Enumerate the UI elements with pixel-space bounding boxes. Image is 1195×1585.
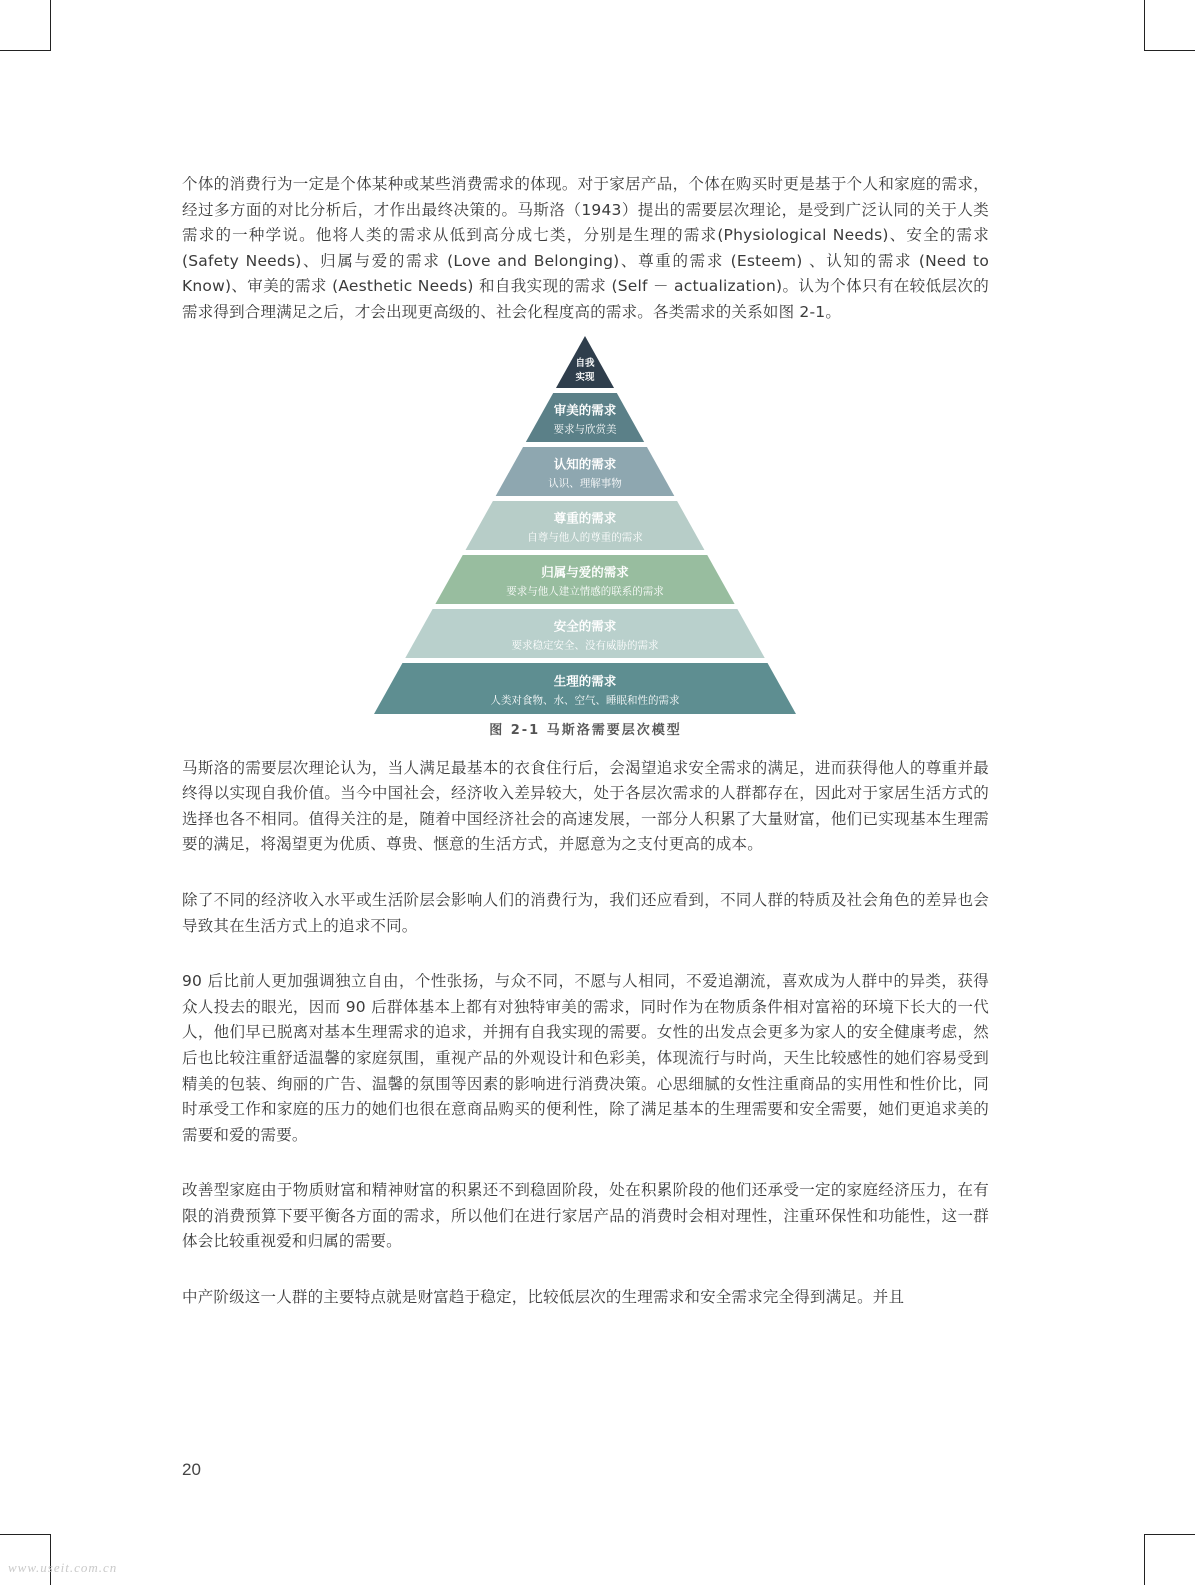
body-paragraph-3: 90 后比前人更加强调独立自由，个性张扬，与众不同，不愿与人相同，不爱追潮流，喜欢成为人群中的异类，获得众人投去的眼光，因而 90 后群体基本上都有对独特审美的需求，同时作为在物质条件相对富裕的环境下长大的一代人，他们早已脱离对基本生理需求的追求，并拥有自我实现的需要。女性的出发点会更多为家人的安全健康考虑，然后也比较注重舒适温馨的家庭氛围，重视产品的外观设计和色彩美，体现流行与时尚，天生比较感性的她们容易受到精美的包装、绚丽的广告、温馨的氛围等因素的影响进行消费决策。心思细腻的女性注重商品的实用性和性价比，同时承受工作和家庭的压力的她们也很在意商品购买的便利性，除了满足基本的生理需要和安全需要，她们更追求美的需要和爱的需要。	[182, 972, 989, 1144]
pyramid-level-title: 安全的需求	[553, 618, 617, 634]
maslow-pyramid	[182, 336, 989, 716]
pyramid-level-subtitle: 人类对食物、水、空气、睡眠和性的需求	[490, 694, 680, 707]
watermark: www.useit.com.cn	[8, 1560, 118, 1575]
pyramid-level-title: 归属与爱的需求	[541, 564, 629, 580]
crop-mark-top-left	[0, 0, 51, 51]
page-number: 20	[182, 1460, 201, 1479]
pyramid-level-subtitle: 要求稳定安全、没有威胁的需求	[511, 639, 659, 652]
pyramid-level-title: 生理的需求	[553, 673, 617, 689]
pyramid-level-subtitle: 要求与欣赏美	[553, 423, 617, 436]
crop-mark-top-right	[1144, 0, 1195, 51]
body-paragraph-4: 改善型家庭由于物质财富和精神财富的积累还不到稳固阶段，处在积累阶段的他们还承受一定的家庭经济压力，在有限的消费预算下要平衡各方面的需求，所以他们在进行家居产品的消费时会相对理性，注重环保性和功能性，这一群体会比较重视爱和归属的需要。	[182, 1181, 989, 1251]
body-paragraph-1: 马斯洛的需要层次理论认为，当人满足最基本的衣食住行后，会渴望追求安全需求的满足，进而获得他人的尊重并最终得以实现自我价值。当今中国社会，经济收入差异较大，处于各层次需求的人群都存在，因此对于家居生活方式的选择也各不相同。值得关注的是，随着中国经济社会的高速发展，一部分人积累了大量财富，他们已实现基本生理需要的满足，将渴望更为优质、尊贵、惬意的生活方式，并愿意为之支付更高的成本。	[182, 758, 989, 854]
body-paragraph-2: 除了不同的经济收入水平或生活阶层会影响人们的消费行为，我们还应看到，不同人群的特质及社会角色的差异也会导致其在生活方式上的追求不同。	[182, 890, 989, 935]
body-paragraph-5: 中产阶级这一人群的主要特点就是财富趋于稳定，比较低层次的生理需求和安全需求完全得到满足。并且	[182, 1288, 905, 1307]
figure-caption: 图 2-1 马斯洛需要层次模型	[489, 722, 682, 738]
pyramid-level-title: 审美的需求	[553, 402, 617, 418]
pyramid-level-subtitle: 要求与他人建立情感的联系的需求	[506, 585, 664, 598]
pyramid-apex-title: 自我	[575, 357, 595, 369]
pyramid-level-title: 认知的需求	[553, 456, 617, 472]
pyramid-level-subtitle: 自尊与他人的尊重的需求	[527, 531, 643, 544]
intro-paragraph: 个体的消费行为一定是个体某种或某些消费需求的体现。对于家居产品，个体在购买时更是基于个人和家庭的需求，经过多方面的对比分析后，才作出最终决策的。马斯洛（1943）提出的需要层次理论，是受到广泛认同的关于人类需求的一种学说。他将人类的需求从低到高分成七类，分别是生理的需求(Physiological Needs)、安全的需求 (Safety Needs)、归属与爱的需求 (Love and Belonging)、尊重的需求 (Esteem) 、认知的需求 (Need to Know)、审美的需求 (Aesthetic Needs) 和自我实现的需求 (Self － actualization)。认为个体只有在较低层次的需求得到合理满足之后，才会出现更高级的、社会化程度高的需求。各类需求的关系如图 2-1。	[182, 175, 989, 321]
crop-mark-bottom-right	[1144, 1534, 1195, 1585]
pyramid-figure	[182, 326, 989, 756]
page-body	[182, 172, 989, 1311]
pyramid-level-subtitle: 认识、理解事物	[548, 477, 622, 490]
pyramid-level-title: 尊重的需求	[553, 510, 617, 526]
pyramid-apex-title: 实现	[575, 371, 595, 383]
